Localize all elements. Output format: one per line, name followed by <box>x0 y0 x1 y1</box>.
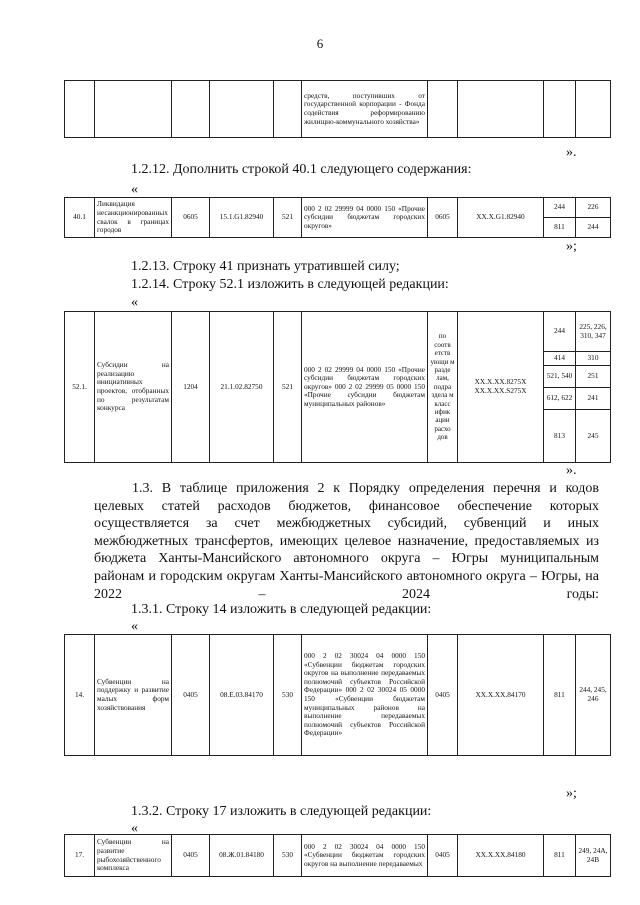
cell-kvr: 530 <box>274 835 302 877</box>
cell-kvr-b: 811 <box>544 218 576 238</box>
cell-name: Субсидии на реализацию инициативных проектов, отобранных по результатам конкурса <box>95 312 172 463</box>
cell-name: Субвенции на развитие рыбохозяйственного комплекса <box>95 835 172 877</box>
cell-code: 08.Ж.01.84180 <box>210 835 274 877</box>
cell-kvr-2: 414 <box>544 352 576 366</box>
cell-kvr: 530 <box>274 635 302 756</box>
cell-income: 000 2 02 30024 04 0000 150 «Субвенции бюджетам городских округов на выполнение передаваемых <box>302 835 428 877</box>
cell-code: 08.Е.03.84170 <box>210 635 274 756</box>
cell-section: 0405 <box>172 835 210 877</box>
cell-kvr-5: 813 <box>544 410 576 463</box>
cell-num: 14. <box>65 635 95 756</box>
cell-kosgu-4: 241 <box>576 388 611 410</box>
table-row-52-1 <box>64 311 611 463</box>
page-number: 6 <box>316 36 324 51</box>
cell-kosgu-1: 225, 226, 310, 347 <box>576 312 611 352</box>
cell-code2: ХХ.Х.G1.82940 <box>458 198 544 238</box>
cell-name: Субвенции на поддержку и развитие малых форм хозяйствования <box>95 635 172 756</box>
cell-kosgu-a: 226 <box>576 198 611 218</box>
open-quote: « <box>131 295 138 310</box>
cell-kosgu-2: 310 <box>576 352 611 366</box>
cell-section2: 0605 <box>428 198 458 238</box>
cell-code: 15.1.G1.82940 <box>210 198 274 238</box>
close-quote: »; <box>566 786 577 801</box>
cell-code2: ХХ.Х.ХХ.84170 <box>458 635 544 756</box>
cell-name: Ликвидация несанкционированных свалок в границах городов <box>95 198 172 238</box>
cell-code2: ХХ.Х.ХХ.8275Х ХХ.Х.ХХ.S275Х <box>458 312 544 463</box>
cell-kvr-a: 811 <box>544 835 576 877</box>
cell-kvr: 521 <box>274 198 302 238</box>
open-quote: « <box>131 619 138 634</box>
cell-kosgu-a: 249, 24А, 24В <box>576 835 611 877</box>
paragraph-1-2-13: 1.2.13. Строку 41 признать утратившей силу; <box>131 259 400 274</box>
paragraph-1-3-2: 1.3.2. Строку 17 изложить в следующей редакции: <box>131 804 432 819</box>
cell-kvr-4: 612, 622 <box>544 388 576 410</box>
cell-section2: по соотв етств ующи м разде лам, подра здела м класс ифик ации расхо дов <box>428 312 458 463</box>
cell-section2: 0405 <box>428 635 458 756</box>
table-row-40-1 <box>64 197 611 238</box>
paragraph-1-2-14: 1.2.14. Строку 52.1 изложить в следующей редакции: <box>131 277 449 292</box>
cell-num: 17. <box>65 835 95 877</box>
cell-kosgu-3: 251 <box>576 366 611 388</box>
cell-num: 52.1. <box>65 312 95 463</box>
cell-kvr-a: 244 <box>544 198 576 218</box>
cell-num: 40.1 <box>65 198 95 238</box>
open-quote: « <box>131 821 138 836</box>
cell-code2: ХХ.Х.ХХ.84180 <box>458 835 544 877</box>
cell-kvr-1: 244 <box>544 312 576 352</box>
cell-code: 21.1.02.82750 <box>210 312 274 463</box>
cell-section2: 0405 <box>428 835 458 877</box>
close-quote: »; <box>566 239 577 254</box>
cell-section: 1204 <box>172 312 210 463</box>
open-quote: « <box>131 182 138 197</box>
cell-income: 000 2 02 29999 04 0000 150 «Прочие субсидии бюджетам городских округов» 000 2 02 29999 05 0000 150 «Прочие субсидии бюджетам муниципальных районов» <box>302 312 428 463</box>
close-quote: ». <box>566 463 577 478</box>
cell-income: 000 2 02 30024 04 0000 150 «Субвенции бюджетам городских округов на выполнение передаваемых полномочий субъектов Российской Федерации» 000 2 02 30024 05 0000 150 «Субвенции бюджетам муниципальных районов на выполнение передаваемых полномочий субъектов Российской Федерации» <box>302 635 428 756</box>
cell-income: 000 2 02 29999 04 0000 150 «Прочие субсидии бюджетам городских округов» <box>302 198 428 238</box>
paragraph-1-3-1: 1.3.1. Строку 14 изложить в следующей редакции: <box>131 602 432 617</box>
cell-kosgu-5: 245 <box>576 410 611 463</box>
cell-kosgu-b: 244 <box>576 218 611 238</box>
table-top-fragment <box>64 80 611 138</box>
paragraph-1-2-12: 1.2.12. Дополнить строкой 40.1 следующего содержания: <box>131 162 472 177</box>
paragraph-1-3: 1.3. В таблице приложения 2 к Порядку определения перечня и кодов целевых статей расходов бюджетов, финансовое обеспечение которых осуществляется за счет межбюджетных субсидий, субвенций и иных межбюджетных трансфертов, имеющих целевое назначение, предоставляемых из бюджета Ханты-Мансийского автономного округа – Югры муниципальным районам и городским округам Ханты-Мансийского автономного округа – Югры, на 2022 – 2024 годы: <box>94 481 599 602</box>
cell-kvr: 521 <box>274 312 302 463</box>
table-row-17 <box>64 834 611 877</box>
cell-section: 0405 <box>172 635 210 756</box>
income-source-text: средств, поступивших от государственной корпорации - Фонда содействия реформированию жилищно-коммунального хозяйства» <box>302 81 428 138</box>
close-quote: ». <box>566 145 577 160</box>
cell-kvr-a: 811 <box>544 635 576 756</box>
cell-section: 0605 <box>172 198 210 238</box>
cell-kvr-3: 521, 540 <box>544 366 576 388</box>
table-row-14 <box>64 634 611 756</box>
cell-kosgu-a: 244, 245, 246 <box>576 635 611 756</box>
